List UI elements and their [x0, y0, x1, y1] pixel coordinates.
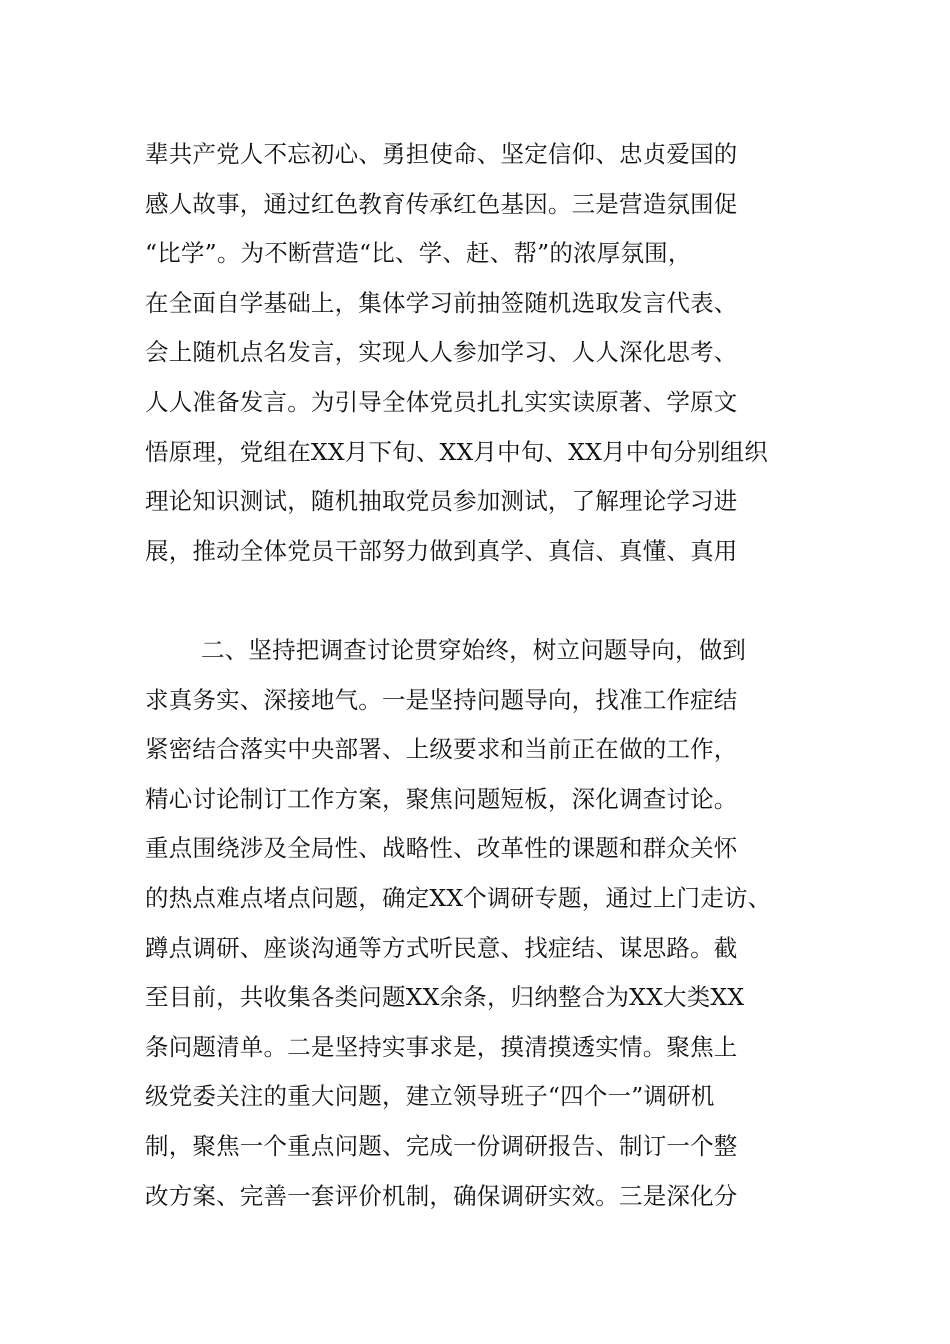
text-line: 求真务实、深接地气。一是坚持问题导向，找准工作症结 [145, 685, 738, 714]
text-line: 展，推动全体党员干部努力做到真学、真信、真懂、真用 [145, 536, 738, 565]
text-line: 会上随机点名发言，实现人人参加学习、人人深化思考、 [145, 338, 738, 367]
text-line: 紧密结合落实中央部署、上级要求和当前正在做的工作， [145, 735, 738, 764]
text-line: 的热点难点堵点问题，确定XX个调研专题，通过上门走访、 [145, 883, 772, 912]
text-line: 感人故事，通过红色教育传承红色基因。三是营造氛围促 [145, 189, 738, 218]
text-line: “比学”。为不断营造“比、学、赶、帮”的浓厚氛围， [145, 239, 692, 268]
text-line: 人人准备发言。为引导全体党员扎扎实实读原著、学原文 [145, 387, 738, 416]
paragraph-investigation [145, 626, 825, 1221]
text-line: 改方案、完善一套评价机制，确保调研实效。三是深化分 [145, 1181, 738, 1210]
text-line: 理论知识测试，随机抽取党员参加测试，了解理论学习进 [145, 487, 738, 516]
text-line: 精心讨论制订工作方案，聚焦问题短板，深化调查讨论。 [145, 784, 738, 813]
text-line: 级党委关注的重大问题，建立领导班子“四个一”调研机 [145, 1082, 715, 1111]
text-line: 条问题清单。二是坚持实事求是，摸清摸透实情。聚焦上 [145, 1032, 738, 1061]
text-line: 蹲点调研、座谈沟通等方式听民意、找症结、谋思路。截 [145, 933, 738, 962]
text-line: 制，聚焦一个重点问题、完成一份调研报告、制订一个整 [145, 1131, 738, 1160]
text-line: 悟原理，党组在XX月下旬、XX月中旬、XX月中旬分别组织 [145, 437, 768, 466]
paragraph-study [145, 130, 825, 576]
text-line: 重点围绕涉及全局性、战略性、改革性的课题和群众关怀 [145, 834, 738, 863]
section-heading-line: 二、坚持把调查讨论贯穿始终，树立问题导向，做到 [201, 636, 747, 664]
text-line: 至目前，共收集各类问题XX余条，归纳整合为XX大类XX [145, 983, 745, 1012]
text-line: 在全面自学基础上，集体学习前抽签随机选取发言代表、 [145, 288, 738, 317]
text-line: 辈共产党人不忘初心、勇担使命、坚定信仰、忠贞爱国的 [145, 140, 738, 168]
